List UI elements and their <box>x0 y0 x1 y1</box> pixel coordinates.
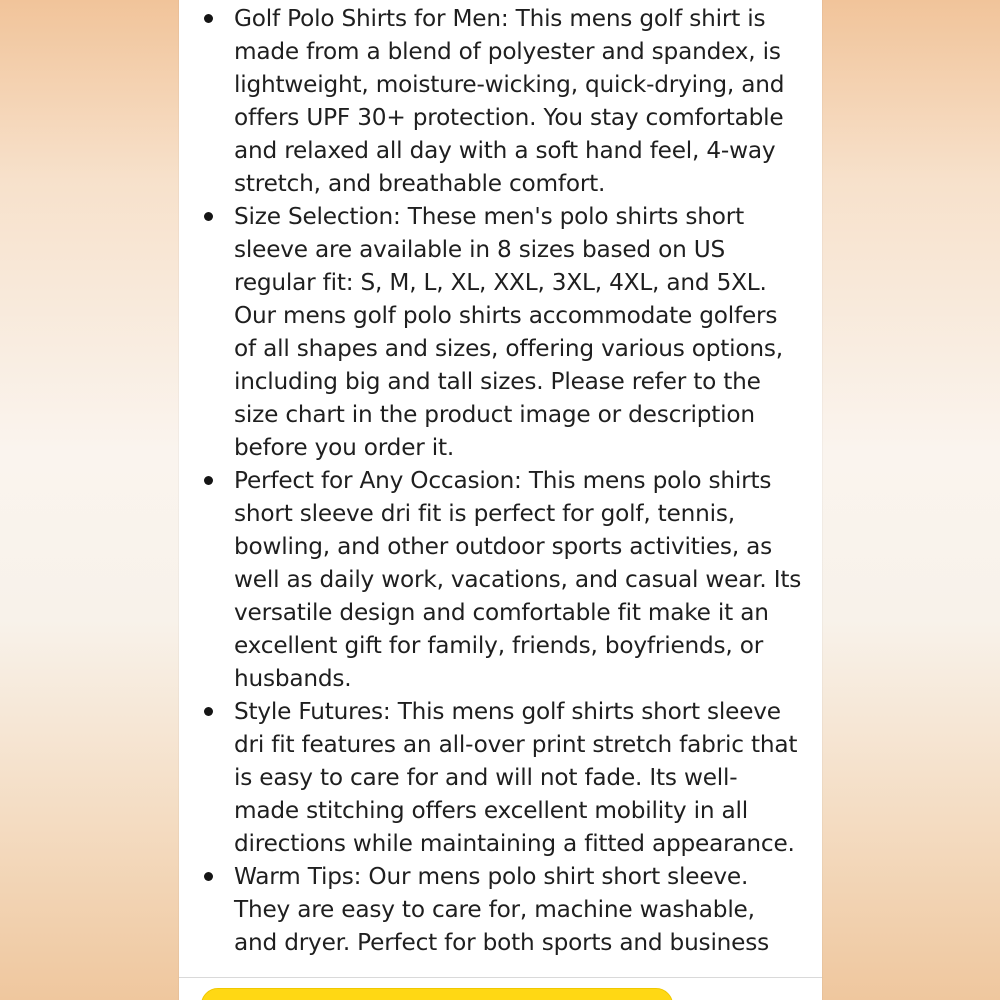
bullet-dot-icon <box>204 14 213 23</box>
feature-bullet-golf-polo <box>179 2 822 200</box>
feature-bullet-text: Perfect for Any Occasion: This mens polo shirts short sleeve dri fit is perfect for golf, tennis, bowling, and other outdoor sports activities, as well as daily work, vacations, and casual wear. Its versatile design and comfortable fit make it an excellent gift for family, friends, boyfriends, or husbands. <box>234 467 802 692</box>
feature-bullet-text: Golf Polo Shirts for Men: This mens golf shirt is made from a blend of polyester and spandex, is lightweight, moisture-wicking, quick-drying, and offers UPF 30+ protection. You stay comfortable and relaxed all day with a soft hand feel, 4-way stretch, and breathable comfort. <box>234 5 785 197</box>
feature-bullet-list <box>179 2 822 959</box>
feature-bullet-text: Warm Tips: Our mens polo shirt short sleeve. They are easy to care for, machine washable, and dryer. Perfect for both sports and business <box>234 863 770 956</box>
feature-bullet-text: Size Selection: These men's polo shirts short sleeve are available in 8 sizes based on US regular fit: S, M, L, XL, XXL, 3XL, 4XL, and 5XL. Our mens golf polo shirts accommodate golfers of all shapes and sizes, offering various options, including big and tall sizes. Please refer to the size chart in the product image or description before you order it. <box>234 203 783 461</box>
bullet-dot-icon <box>204 707 213 716</box>
bullet-dot-icon <box>204 872 213 881</box>
product-description-panel <box>179 0 822 1000</box>
bullet-dot-icon <box>204 212 213 221</box>
primary-action-button[interactable] <box>201 988 673 1000</box>
bullet-dot-icon <box>204 476 213 485</box>
feature-bullet-size-selection <box>179 200 822 464</box>
feature-bullet-style <box>179 695 822 860</box>
feature-bullet-warm-tips <box>179 860 822 959</box>
feature-bullet-occasion <box>179 464 822 695</box>
bottom-action-bar <box>179 977 822 1000</box>
feature-bullet-text: Style Futures: This mens golf shirts short sleeve dri fit features an all-over print stretch fabric that is easy to care for and will not fade. Its well-made stitching offers excellent mobility in all directions while maintaining a fitted appearance. <box>234 698 798 857</box>
